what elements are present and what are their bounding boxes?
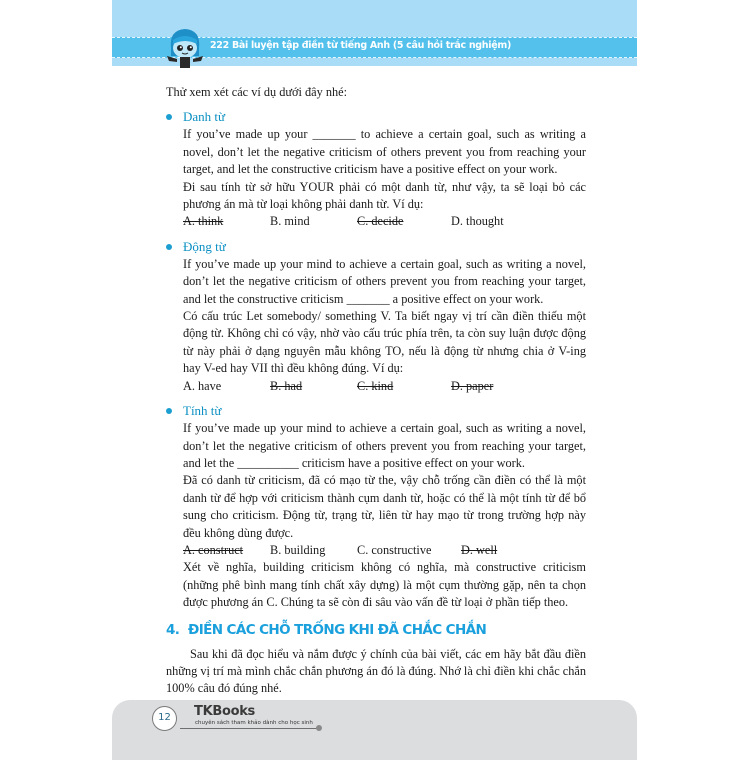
options-row [183, 213, 586, 230]
explanation: Đi sau tính từ sở hữu YOUR phải có một danh từ, như vậy, ta sẽ loại bỏ các phương án mà từ loại không phải danh từ. Ví dụ: [183, 179, 586, 212]
mascot-icon [163, 26, 207, 68]
brand-tagline: chuyên sách tham khảo dành cho học sinh [195, 720, 313, 726]
option-d: D. well [461, 542, 498, 557]
option-b: B. had [270, 378, 303, 393]
page-number: 12 [152, 706, 177, 731]
page-content [166, 84, 586, 698]
bullet-icon [166, 244, 172, 250]
header-title: 222 Bài luyện tập điền từ tiếng Anh (5 câu hỏi trắc nghiệm) [210, 40, 511, 51]
section-title: Danh từ [183, 109, 226, 125]
option-c: C. kind [357, 378, 394, 393]
explanation: Có cấu trúc Let somebody/ something V. Ta biết ngay vị trí cần điền thiếu một động từ. Không chỉ có vậy, nhờ vào cấu trúc phía trên, ta còn suy luận được động từ này phải ở dạng nguyên mẫu không TO, nếu là động từ nhưng chia ở V-ing hay V-ed hay VII thì đều không đúng. Ví dụ: [183, 309, 586, 376]
section-tinh-tu [166, 401, 586, 611]
footer-divider [180, 728, 318, 729]
bullet-icon [166, 114, 172, 120]
option-a: A. construct [183, 542, 244, 557]
heading-text: ĐIỀN CÁC CHỖ TRỐNG KHI ĐÃ CHẮC CHẮN [188, 621, 487, 638]
option-c: C. decide [357, 214, 404, 229]
explanation: Đã có danh từ criticism, đã có mạo từ the, vậy chỗ trống cần điền có thể là một danh từ để hợp với criticism thành cụm danh từ, hoặc có thể là một tính từ để bổ sung cho criticism. Động từ, trạng từ, liên từ hay mạo từ trong trường hợp này đều không dùng được. [183, 473, 586, 540]
option-a: A. have [183, 378, 222, 393]
brand-name: TKBooks [194, 704, 255, 719]
option-a: A. think [183, 214, 224, 229]
conclusion: Xét về nghĩa, building criticism không có nghĩa, mà constructive criticism (những phê bình mang tính chất xây dựng) là một cụm thường gặp, nên ta chọn được phương án C. Chúng ta sẽ còn đi sâu vào vấn đề từ loại ở phần tiếp theo. [183, 560, 586, 610]
example-sentence: If you’ve made up your mind to achieve a certain goal, such as writing a novel, don’t let the negative criticism of others prevent you from reaching your target, and let the constructive criticism _______ a positive effect on your work. [183, 256, 586, 306]
intro-text: Thử xem xét các ví dụ dưới đây nhé: [166, 85, 348, 99]
section-title: Tính từ [183, 403, 222, 419]
example-sentence: If you’ve made up your mind to achieve a certain goal, such as writing a novel, don’t let the negative criticism of others prevent you from reaching your target, and let the __________ criticism have a positive effect on your work. [183, 421, 586, 470]
final-paragraph: Sau khi đã đọc hiểu và nắm được ý chính của bài viết, các em hãy bắt đầu điền những vị trí mà mình chắc chắn phương án đó là đúng. Nhớ là chỉ điền khi chắc chắn 100% câu đó đúng nhé. [166, 646, 586, 696]
option-d: D. thought [451, 214, 504, 229]
footer-dot-icon [316, 725, 322, 731]
section-danh-tu [166, 107, 586, 230]
section-heading-4 [166, 620, 586, 640]
option-c: C. constructive [357, 542, 432, 557]
section-dong-tu [166, 237, 586, 395]
option-b: B. mind [270, 214, 310, 229]
heading-number: 4. [166, 621, 180, 638]
footer-band [112, 700, 637, 760]
bullet-icon [166, 408, 172, 414]
option-d: D. paper [451, 378, 494, 393]
section-title: Động từ [183, 238, 226, 254]
option-b: B. building [270, 542, 326, 557]
options-row [183, 542, 586, 559]
example-sentence: If you’ve made up your _______ to achieve a certain goal, such as writing a novel, don’t let the negative criticism of others prevent you from reaching your target, and let the constructive criticism have a positive effect on your work. [183, 127, 586, 177]
options-row [183, 378, 586, 395]
